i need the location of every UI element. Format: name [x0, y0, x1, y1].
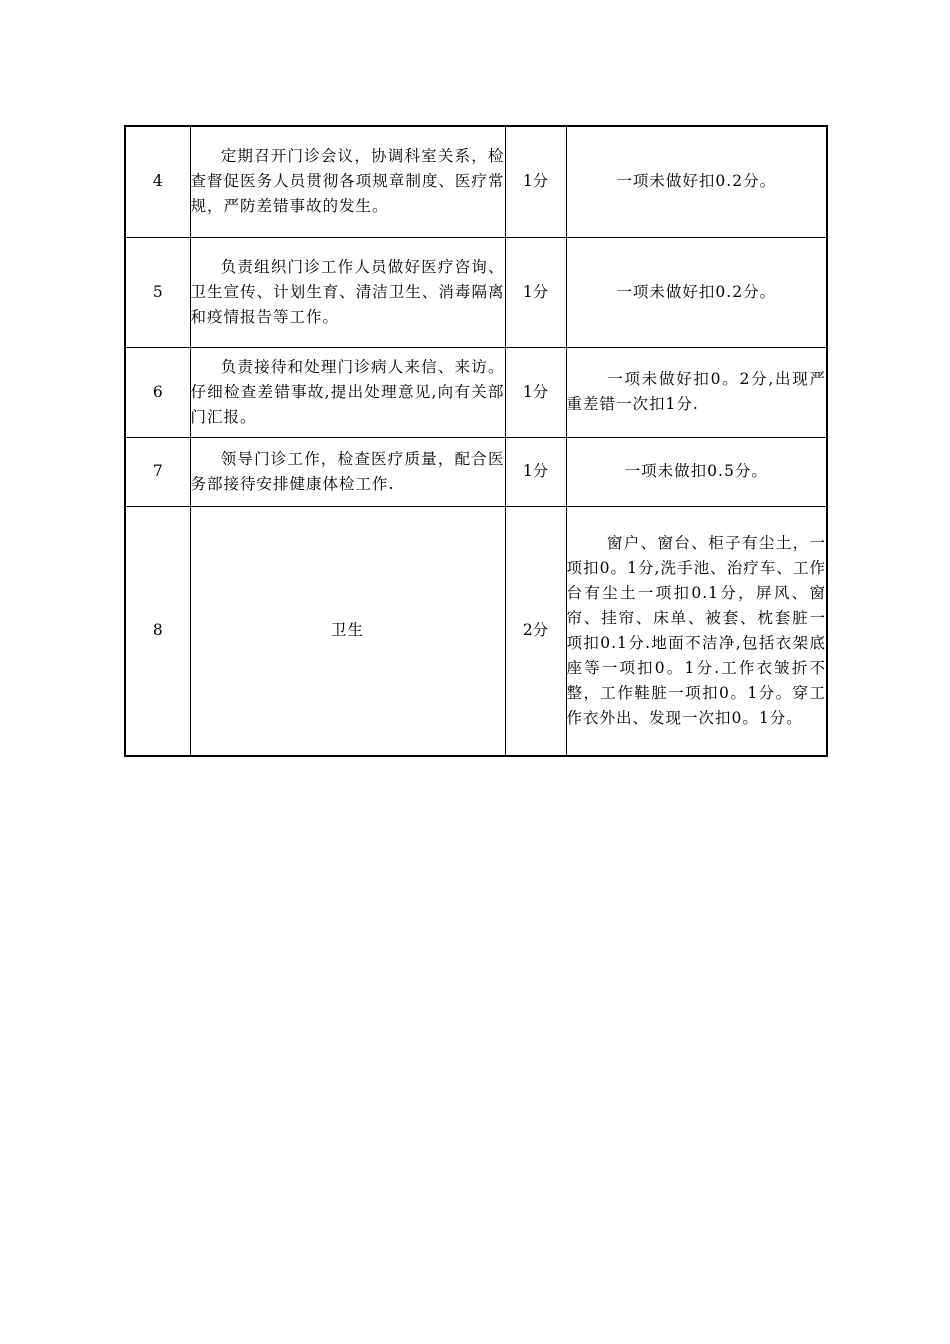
item-score: 1分: [505, 437, 566, 506]
item-score: 1分: [505, 126, 566, 237]
table-row: [125, 347, 827, 437]
table-row: [125, 437, 827, 506]
deduction-rule: 一项未做好扣0.2分。: [566, 126, 827, 237]
table-row: [125, 506, 827, 756]
deduction-rule: 一项未做好扣0。2分,出现严重差错一次扣1分.: [566, 347, 827, 437]
deduction-rule: 一项未做扣0.5分。: [566, 437, 827, 506]
table-row: [125, 126, 827, 237]
row-number: 4: [125, 126, 190, 237]
item-description: 领导门诊工作，检查医疗质量，配合医务部接待安排健康体检工作.: [190, 437, 505, 506]
table-row: [125, 237, 827, 347]
row-number: 6: [125, 347, 190, 437]
item-score: 2分: [505, 506, 566, 756]
item-description: 卫生: [190, 506, 505, 756]
item-description: 负责接待和处理门诊病人来信、来访。仔细检查差错事故,提出处理意见,向有关部门汇报。: [190, 347, 505, 437]
row-number: 7: [125, 437, 190, 506]
deduction-rule: 一项未做好扣0.2分。: [566, 237, 827, 347]
row-number: 5: [125, 237, 190, 347]
item-score: 1分: [505, 347, 566, 437]
row-number: 8: [125, 506, 190, 756]
item-description: 负责组织门诊工作人员做好医疗咨询、卫生宣传、计划生育、清洁卫生、消毒隔离和疫情报告等工作。: [190, 237, 505, 347]
deduction-rule: 窗户、窗台、柜子有尘土，一项扣0。1分,洗手池、治疗车、工作台有尘土一项扣0.1分，屏风、窗帘、挂帘、床单、被套、枕套脏一项扣0.1分.地面不洁净,包括衣架底座等一项扣0。1分.工作衣皱折不整，工作鞋脏一项扣0。1分。穿工作衣外出、发现一次扣0。1分。: [566, 506, 827, 756]
scoring-table: [124, 125, 828, 757]
item-score: 1分: [505, 237, 566, 347]
item-description: 定期召开门诊会议，协调科室关系，检查督促医务人员贯彻各项规章制度、医疗常规，严防差错事故的发生。: [190, 126, 505, 237]
